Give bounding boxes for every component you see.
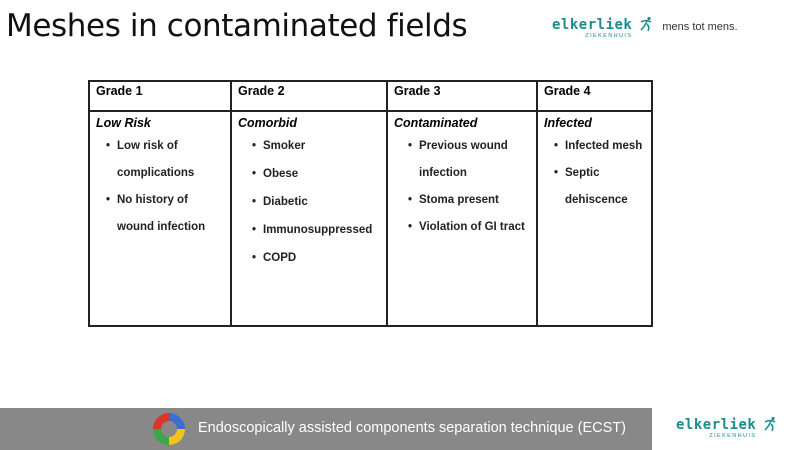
brand-logo-bottom	[676, 418, 778, 439]
slide-title: Meshes in contaminated fields	[6, 8, 468, 44]
grade-3-list-item	[394, 194, 536, 206]
grade-3-list-item	[394, 221, 536, 233]
list-item-label: Smoker	[263, 140, 306, 152]
grade-3-header: Grade 3	[387, 81, 537, 111]
grade-2-list-item	[238, 168, 386, 180]
bullet-icon: •	[408, 194, 413, 206]
grade-3-list	[394, 140, 536, 233]
list-item-label: Stoma present	[419, 194, 499, 206]
grade-1-header: Grade 1	[89, 81, 231, 111]
list-item-label: Obese	[263, 168, 299, 180]
brand-name: elkerliek	[552, 17, 633, 33]
grade-4-list-item	[544, 140, 651, 152]
leaf-figure-icon	[762, 416, 778, 432]
grade-4-list	[544, 140, 651, 206]
grade-1-list-item	[96, 140, 230, 152]
brand-slogan: mens tot mens.	[662, 21, 738, 33]
bullet-icon: •	[408, 221, 413, 233]
grade-2-header: Grade 2	[231, 81, 387, 111]
grade-2-list-item	[238, 196, 386, 208]
grade-3-list-item	[394, 140, 536, 152]
grade-4-list-item	[544, 194, 651, 206]
footer-text: Endoscopically assisted components separation technique (ECST)	[198, 420, 626, 436]
bullet-icon: •	[106, 194, 111, 206]
list-item-label: Immunosuppressed	[263, 224, 373, 236]
grade-4-list-item	[544, 167, 651, 179]
brand-subname-bottom: ZIEKENHUIS	[709, 433, 757, 439]
grade-3-cell	[387, 111, 537, 326]
grade-1-list	[96, 140, 230, 233]
bullet-icon: •	[252, 196, 257, 208]
grade-2-list-item	[238, 224, 386, 236]
grades-table	[88, 80, 653, 327]
grade-2-list-item	[238, 140, 386, 152]
brand-logo-top	[552, 18, 738, 39]
list-item-label: Previous wound	[419, 140, 508, 152]
bullet-icon: •	[252, 168, 257, 180]
list-item-label: Infected mesh	[565, 140, 643, 152]
grade-1-list-item	[96, 221, 230, 233]
bullet-icon: •	[554, 140, 559, 152]
grade-2-list-item	[238, 252, 386, 264]
grade-2-cell	[231, 111, 387, 326]
brand-name-bottom: elkerliek	[676, 417, 757, 433]
grade-4-category: Infected	[544, 116, 592, 130]
grade-3-category: Contaminated	[394, 116, 478, 130]
bullet-icon: •	[252, 140, 257, 152]
list-item-label: No history of	[117, 194, 188, 206]
pdca-cycle-icon	[150, 410, 188, 448]
grade-1-list-item	[96, 194, 230, 206]
list-item-label: Violation of GI tract	[419, 221, 525, 233]
footer-bar	[0, 408, 652, 450]
grade-2-category: Comorbid	[238, 116, 298, 130]
list-item-label: complications	[117, 167, 195, 179]
list-item-label: Diabetic	[263, 196, 308, 208]
grade-3-list-item	[394, 167, 536, 179]
grade-1-list-item	[96, 167, 230, 179]
list-item-label: infection	[419, 167, 467, 179]
list-item-label: Septic	[565, 167, 600, 179]
bullet-icon: •	[408, 140, 413, 152]
grade-1-cell	[89, 111, 231, 326]
grade-1-category: Low Risk	[96, 116, 151, 130]
list-item-label: Low risk of	[117, 140, 178, 152]
bullet-icon: •	[252, 224, 257, 236]
bullet-icon: •	[106, 140, 111, 152]
bullet-icon: •	[252, 252, 257, 264]
bullet-icon: •	[554, 167, 559, 179]
list-item-label: dehiscence	[565, 194, 628, 206]
brand-subname: ZIEKENHUIS	[585, 33, 633, 39]
grade-4-cell	[537, 111, 652, 326]
grade-2-list	[238, 140, 386, 264]
list-item-label: wound infection	[117, 221, 206, 233]
grade-4-header: Grade 4	[537, 81, 652, 111]
list-item-label: COPD	[263, 252, 297, 264]
leaf-figure-icon	[638, 16, 654, 32]
